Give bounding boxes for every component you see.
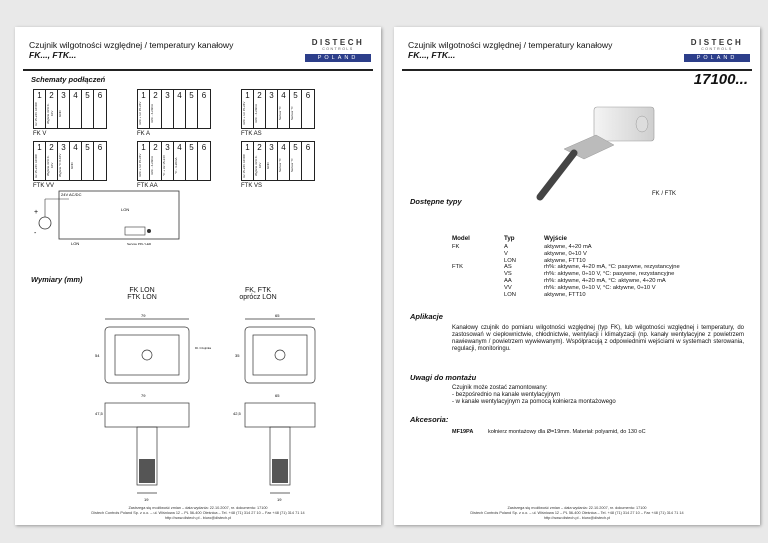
- terminal-number: 5: [189, 143, 194, 152]
- dim-title-right-1: FK, FTK: [244, 287, 272, 294]
- terminal-number: 1: [245, 143, 250, 152]
- terminal-cell: [58, 90, 70, 128]
- table-cell: VS: [504, 271, 512, 278]
- page-footer-left: [15, 506, 381, 521]
- logo-name-right: DISTECH: [690, 38, 744, 47]
- footer-line-1: Zastrzega się możliwość zmian – data wydania: 22.10.2007, nr. dokumentu: 17100: [128, 506, 268, 510]
- dim-title-right: [223, 287, 293, 301]
- subtitle-text-right: FK..., FTK...: [408, 50, 456, 60]
- page-header: [23, 35, 373, 71]
- terminal-cell: [150, 90, 162, 128]
- company-logo: [305, 38, 371, 62]
- terminal-number: 2: [49, 143, 54, 152]
- terminal-number: 3: [165, 91, 170, 100]
- dim-h1: 47,5: [95, 411, 103, 416]
- pin-label: °C - 4-20mA: [174, 157, 178, 174]
- dim-title-left: [107, 287, 177, 301]
- dim-w1: 79: [141, 313, 146, 318]
- table-cell: LON: [504, 257, 516, 264]
- mounting-line-3: - w kanale wentylacyjnym za pomocą kołnierza montażowego: [452, 399, 616, 405]
- terminal-number: 5: [293, 91, 298, 100]
- terminal-number: 6: [201, 143, 207, 152]
- pin-label: rH% - 4-20mA: [254, 104, 258, 124]
- subtitle-text: FK..., FTK...: [29, 50, 77, 60]
- product-image: [524, 87, 684, 207]
- logo-name: DISTECH: [311, 38, 365, 47]
- types-heading: Dostępne typy: [410, 197, 462, 206]
- diagram-label: FK A: [137, 131, 151, 137]
- terminal-number: 5: [293, 143, 298, 152]
- terminal-number: 5: [85, 143, 90, 152]
- pin-label: Uz 15-24V AC/DC: [34, 101, 38, 126]
- pin-label: Uz 15-24V AC/DC: [242, 153, 246, 178]
- dim-h2: 42,5: [233, 411, 241, 416]
- plus-sign: +: [34, 209, 39, 216]
- diagram-label: FK V: [33, 131, 47, 137]
- mounting-text: [452, 385, 744, 406]
- page-footer-right: [394, 506, 760, 521]
- terminal-cell: [254, 90, 266, 128]
- pin-label: °C + Uz 15-24V: [162, 155, 166, 176]
- dim-title-left-2: FTK LON: [127, 294, 157, 301]
- terminal-number: 4: [73, 91, 78, 100]
- mounting-line-1: Czujnik może zostać zamontowany:: [452, 385, 548, 391]
- terminal-number: 2: [257, 91, 262, 100]
- terminal-cell: [34, 90, 46, 128]
- title-text: Czujnik wilgotności względnej / temperatury kanałowy: [29, 40, 234, 50]
- mounting-heading: Uwagi do montażu: [410, 373, 477, 382]
- logo-sub: CONTROLS: [322, 47, 354, 51]
- terminal-cell: [162, 142, 174, 180]
- dim-w1b: 79: [141, 393, 146, 398]
- terminal-number: 3: [61, 91, 66, 100]
- diagram-label: FTK AA: [137, 183, 158, 189]
- terminal-number: 4: [177, 91, 182, 100]
- footer-line-2-right: Distech Controls Poland Sp. z o.o. – ul. Wiśniowa 12 – PL 56-400 Oleśnica – Tel. +48 (71) 314 27 10 – Fax +48 (71) 314 71 14: [470, 511, 684, 515]
- pin-label: Sensor °C: [278, 106, 282, 121]
- dim-b1: 19: [144, 497, 149, 502]
- table-cell: aktywne, 0÷10 V: [544, 250, 587, 257]
- table-cell: V: [504, 250, 508, 257]
- terminal-number: 4: [177, 143, 182, 152]
- company-logo-right: [684, 38, 750, 62]
- table-cell: rh%: aktywne, 4÷20 mA, °C: pasywne, rezystancyjne: [544, 264, 680, 271]
- terminal-number: 4: [281, 143, 286, 152]
- pin-label: GND: [70, 162, 74, 169]
- terminal-cell: [46, 142, 58, 180]
- dim-w2: 65: [275, 313, 280, 318]
- dimension-drawings: [95, 309, 365, 505]
- terminal-number: 3: [269, 143, 274, 152]
- pin-label: Wyjście rH% 0-10V: [46, 155, 54, 176]
- diagram-label: FTK VS: [241, 183, 263, 189]
- table-cell: aktywne, FTT10: [544, 257, 586, 264]
- terminal-number: 3: [165, 143, 170, 152]
- table-cell: AA: [504, 278, 512, 284]
- table-cell: AS: [504, 264, 512, 271]
- minus-sign: -: [34, 230, 37, 237]
- pin-label: rH% - 4-20mA: [150, 156, 154, 176]
- pin-label: rH% - 4-20mA: [150, 104, 154, 124]
- terminal-cell: [290, 142, 302, 180]
- table-cell: rh%: aktywne, 0÷10 V, °C: aktywne, 0÷10 V: [544, 284, 656, 291]
- terminal-cell: [278, 90, 290, 128]
- terminal-cell: [278, 142, 290, 180]
- terminal-cell: [150, 142, 162, 180]
- table-cell: aktywne, 4÷20 mA: [544, 244, 592, 250]
- table-cell: LON: [504, 291, 516, 298]
- mounting-line-2: - bezpośrednio na kanale wentylacyjnym: [452, 392, 561, 398]
- terminal-number: 1: [245, 91, 250, 100]
- footer-line-1-right: Zastrzega się możliwość zmian – data wydania: 22.10.2007, nr. dokumentu: 17100: [507, 506, 647, 510]
- pin-label: Wyjście rH% 0-10V: [46, 103, 54, 124]
- dim-d1: 54: [95, 353, 100, 358]
- terminal-block-4: [33, 141, 107, 181]
- footer-line-3-right: http://www.distech.pl - biuro@distech.pl: [543, 516, 611, 520]
- sensor-length-label: Dł. Czujnika: [195, 346, 212, 350]
- terminal-cell: [138, 90, 150, 128]
- terminal-number: 6: [97, 91, 103, 100]
- accessory-desc: kołnierz montażowy dla Ø=19mm. Materiał: polyamid, do 130 oC: [488, 429, 646, 435]
- table-cell: rh%: aktywne, 4÷20 mA, °C: aktywne, 4÷20 mA: [544, 278, 666, 284]
- pin-label: Wyjście rH% 0-10V: [254, 155, 262, 176]
- terminal-number: 6: [201, 91, 207, 100]
- footer-line-3: http://www.distech.pl - biuro@distech.pl: [164, 516, 232, 520]
- terminal-number: 6: [305, 143, 311, 152]
- terminal-block-2: [137, 89, 211, 129]
- terminal-cell: [242, 90, 254, 128]
- diagram-label: FTK VV: [33, 183, 55, 189]
- terminal-cell: [198, 90, 210, 128]
- terminal-cell: [138, 142, 150, 180]
- table-header: Model: [452, 235, 470, 242]
- pin-label: Sensor °C: [290, 158, 294, 173]
- header-title-right: [408, 40, 612, 60]
- logo-country-right: POLAND: [684, 54, 750, 62]
- accessory-code: MF19PA: [452, 429, 474, 435]
- pin-label: rH% + Uz 15-24V: [242, 101, 246, 126]
- terminal-block-1: [33, 89, 107, 129]
- terminal-cell: [242, 142, 254, 180]
- terminal-cell: [266, 142, 278, 180]
- terminal-block-6: [241, 141, 315, 181]
- terminal-block-3: [241, 89, 315, 129]
- accessories-heading: Akcesoria:: [410, 415, 449, 424]
- pin-label: rH% + Uz 15-24V: [138, 153, 142, 178]
- terminal-number: 2: [49, 91, 54, 100]
- terminal-number: 4: [281, 91, 286, 100]
- lon-label: LON: [121, 207, 130, 212]
- product-number: 17100...: [693, 71, 748, 88]
- lon-label-2: LON: [71, 241, 80, 246]
- terminal-cell: [186, 90, 198, 128]
- pin-label: Uz 15-24V AC/DC: [34, 153, 38, 178]
- table-cell: FTK: [452, 264, 463, 271]
- pin-label: GND: [58, 110, 62, 117]
- pin-label: Sensor °C: [290, 106, 294, 121]
- terminal-number: 3: [61, 143, 66, 152]
- footer-line-2: Distech Controls Poland Sp. z o.o. – ul. Wiśniowa 12 – PL 56-400 Oleśnica – Tel. +48 (71) 314 27 10 – Fax +48 (71) 314 71 14: [91, 511, 305, 515]
- wiring-heading: Schematy podłączeń: [31, 75, 106, 84]
- title-text-right: Czujnik wilgotności względnej / temperatury kanałowy: [408, 40, 613, 50]
- terminal-number: 1: [37, 143, 42, 152]
- pin-label: rH% + Uz 15-24V: [138, 101, 142, 126]
- page-header-right: [402, 35, 752, 71]
- terminal-number: 3: [269, 91, 274, 100]
- terminal-number: 2: [153, 143, 158, 152]
- pin-label: Wyjście °C 0-10V: [58, 153, 62, 178]
- page-left: [15, 27, 381, 525]
- logo-country: POLAND: [305, 54, 371, 62]
- dim-w2b: 65: [275, 393, 280, 398]
- page-right: [394, 27, 760, 525]
- terminal-cell: [34, 142, 46, 180]
- table-cell: rh%: aktywne, 0÷10 V, °C: pasywne, rezystancyjne: [544, 271, 675, 278]
- terminal-cell: [58, 142, 70, 180]
- terminal-cell: [46, 90, 58, 128]
- logo-sub-right: CONTROLS: [701, 47, 733, 51]
- terminal-number: 1: [141, 91, 146, 100]
- table-cell: FK: [452, 244, 460, 250]
- terminal-number: 1: [141, 143, 146, 152]
- table-cell: VV: [504, 284, 512, 291]
- dim-d2: 35: [235, 353, 240, 358]
- pin-label: Sensor °C: [278, 158, 282, 173]
- pin-label: GND: [266, 162, 270, 169]
- dim-title-left-1: FK LON: [129, 287, 155, 294]
- terminal-number: 2: [257, 143, 262, 152]
- table-cell: A: [504, 244, 508, 250]
- terminal-number: 6: [305, 91, 311, 100]
- terminal-number: 1: [37, 91, 42, 100]
- terminal-number: 6: [97, 143, 103, 152]
- lon-wiring-diagram: [29, 187, 199, 251]
- terminal-cell: [94, 90, 106, 128]
- table-header: Wyjście: [544, 235, 567, 242]
- power-label: 24V AC/DC: [61, 192, 82, 197]
- service-label: Service PIN / LED: [127, 242, 152, 246]
- terminal-number: 5: [189, 91, 194, 100]
- terminal-cell: [70, 142, 82, 180]
- applications-text: Kanałowy czujnik do pomiaru wilgotności względnej (typ FK), lub wilgotności względnej i temperatury, do zastosowań w ciepłownictwie, chłodnictwie, wentylacji i klimatyzacji (np. kanały wentylacyjne z powietrzem nawiewanym / powietrzem wywiewanym). Współpracują z odpowiednimi wejściami w systemach sterowania, regulacji, monitoringu.: [452, 325, 744, 352]
- terminal-cell: [254, 142, 266, 180]
- terminal-number: 4: [73, 143, 78, 152]
- terminal-cell: [290, 90, 302, 128]
- terminal-block-5: [137, 141, 211, 181]
- dimensions-heading: Wymiary (mm): [31, 275, 83, 284]
- product-label: FK / FTK: [652, 191, 676, 197]
- dim-b2: 19: [277, 497, 282, 502]
- header-title: [29, 40, 233, 60]
- diagram-label: FTK AS: [241, 131, 262, 137]
- terminal-cell: [174, 142, 186, 180]
- table-cell: aktywne, FTT10: [544, 291, 586, 298]
- terminal-number: 2: [153, 91, 158, 100]
- applications-heading: Aplikacje: [410, 312, 443, 321]
- terminal-number: 5: [85, 91, 90, 100]
- table-header: Typ: [504, 235, 515, 242]
- dim-title-right-2: oprócz LON: [239, 294, 277, 301]
